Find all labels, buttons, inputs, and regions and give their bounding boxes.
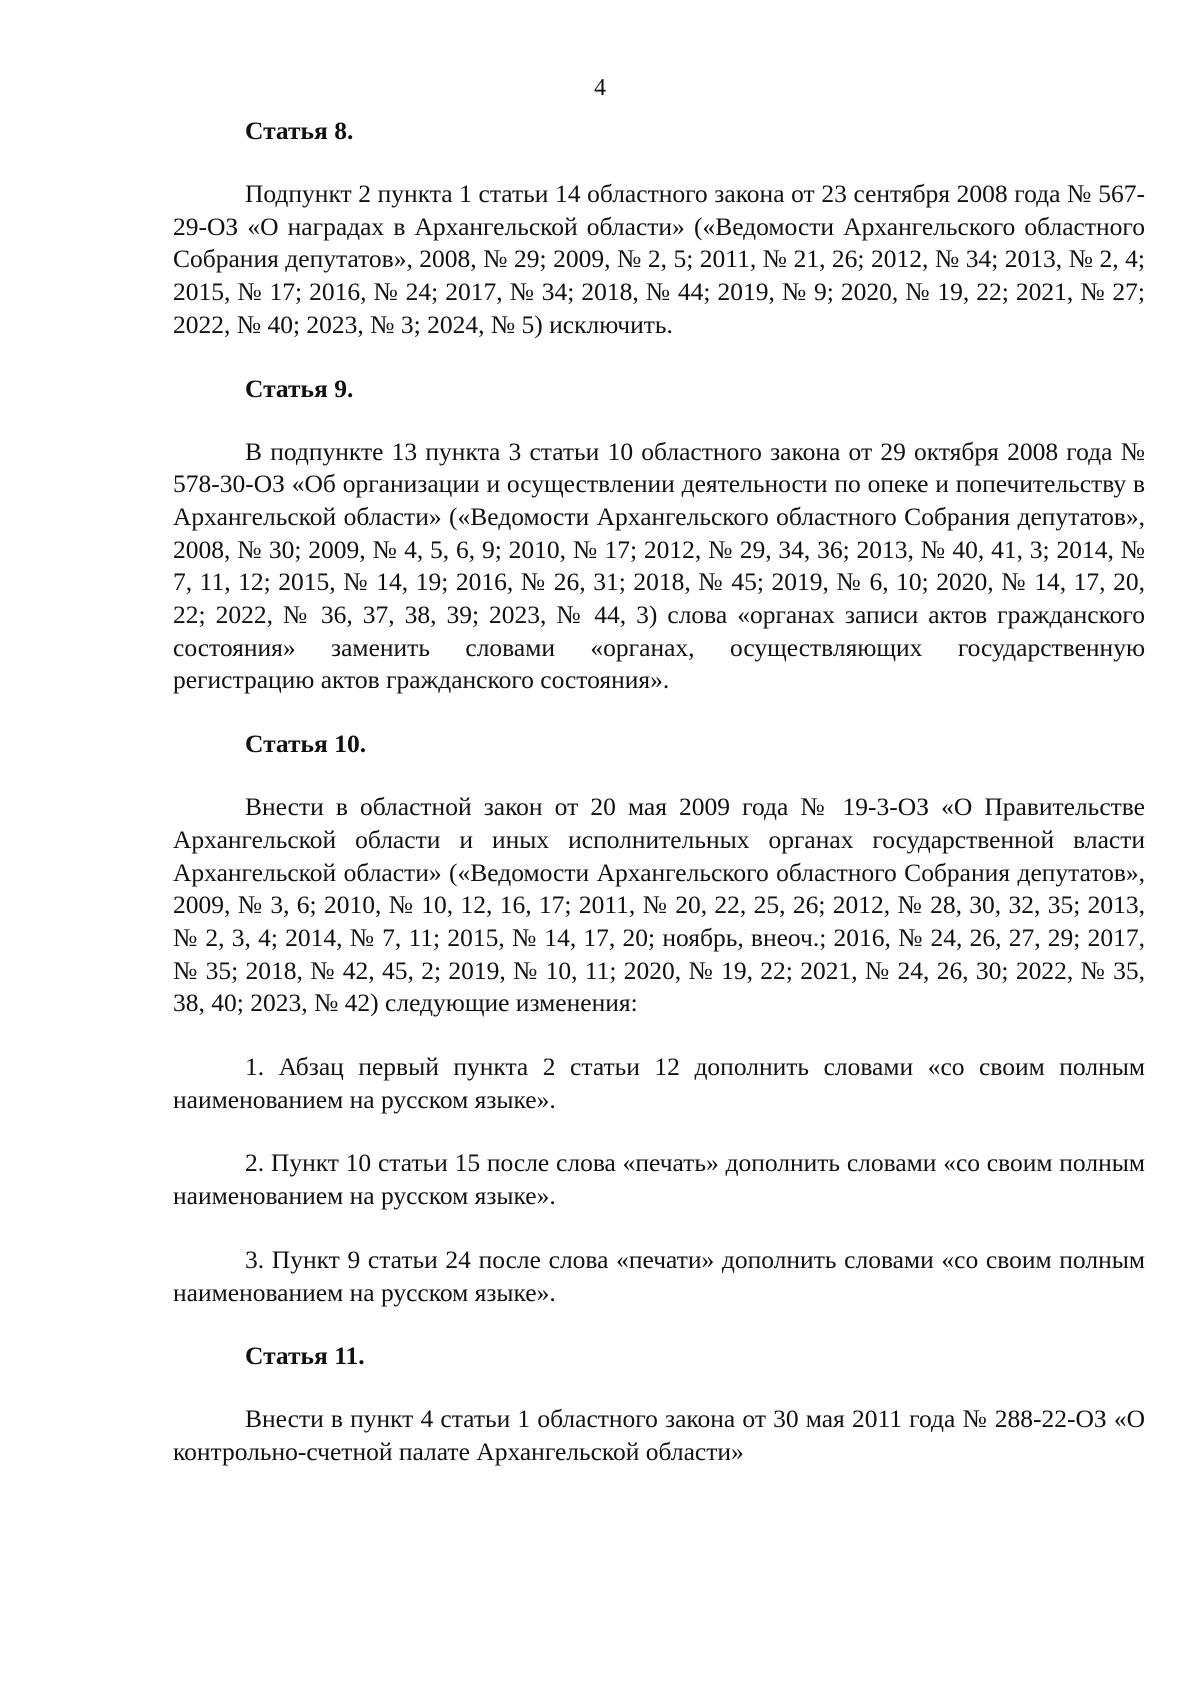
article-paragraph: Внести в областной закон от 20 мая 2009 года № 19-3-ОЗ «О Правительстве Архангельской области и иных исполнительных органах государственной власти Архангельской области» («Ведомости Архангельского областного Собрания депутатов», 2009, № 3, 6; 2010, № 10, 12, 16, 17; 2011, № 20, 22, 25, 26; 2012, № 28, 30, 32, 35; 2013, № 2, 3, 4; 2014, № 7, 11; 2015, № 14, 17, 20; ноябрь, внеоч.; 2016, № 24, 26, 27, 29; 2017, № 35; 2018, № 42, 45, 2; 2019, № 10, 11; 2020, № 19, 22; 2021, № 24, 26, 30; 2022, № 35, 38, 40; 2023, № 42) следующие изменения: bbox=[173, 792, 1145, 1018]
article-10 bbox=[173, 728, 1145, 1309]
document-body bbox=[173, 115, 1145, 1469]
page-number: 4 bbox=[594, 75, 606, 101]
article-paragraph: Внести в пункт 4 статьи 1 областного закона от 30 мая 2011 года № 288-22-ОЗ «О контрольно-счетной палате Архангельской области» bbox=[173, 1404, 1145, 1466]
article-paragraph: 1. Абзац первый пункта 2 статьи 12 дополнить словами «со своим полным наименованием на русском языке». bbox=[173, 1052, 1145, 1114]
article-heading: Статья 9. bbox=[245, 373, 354, 403]
article-paragraph: 3. Пункт 9 статьи 24 после слова «печати» дополнить словами «со своим полным наименованием на русском языке». bbox=[173, 1244, 1145, 1307]
article-heading: Статья 11. bbox=[245, 1341, 365, 1371]
article-11 bbox=[173, 1340, 1145, 1468]
article-paragraph: 2. Пункт 10 статьи 15 после слова «печать» дополнить словами «со своим полным наименованием на русском языке». bbox=[173, 1148, 1145, 1211]
article-9 bbox=[173, 373, 1145, 698]
article-heading: Статья 10. bbox=[245, 729, 367, 759]
article-paragraph: В подпункте 13 пункта 3 статьи 10 областного закона от 29 октября 2008 года № 578-30-ОЗ «Об организации и осуществлении деятельности по опеке и попечительству в Архангельской области» («Ведомости Архангельского областного Собрания депутатов», 2008, № 30; 2009, № 4, 5, 6, 9; 2010, № 17; 2012, № 29, 34, 36; 2013, № 40, 41, 3; 2014, № 7, 11, 12; 2015, № 14, 19; 2016, № 26, 31; 2018, № 45; 2019, № 6, 10; 2020, № 14, 17, 20, 22; 2022, № 36, 37, 38, 39; 2023, № 44, 3) слова «органах записи актов гражданского состояния» заменить словами «органах, осуществляющих государственную регистрацию актов гражданского состояния». bbox=[173, 436, 1145, 695]
article-paragraph: Подпункт 2 пункта 1 статьи 14 областного закона от 23 сентября 2008 года № 567-29-ОЗ «О наградах в Архангельской области» («Ведомости Архангельского областного Собрания депутатов», 2008, № 29; 2009, № 2, 5; 2011, № 21, 26; 2012, № 34; 2013, № 2, 4; 2015, № 17; 2016, № 24; 2017, № 34; 2018, № 44; 2019, № 9; 2020, № 19, 22; 2021, № 27; 2022, № 40; 2023, № 3; 2024, № 5) исключить. bbox=[173, 179, 1145, 339]
article-8 bbox=[173, 115, 1145, 342]
article-heading: Статья 8. bbox=[245, 116, 354, 145]
